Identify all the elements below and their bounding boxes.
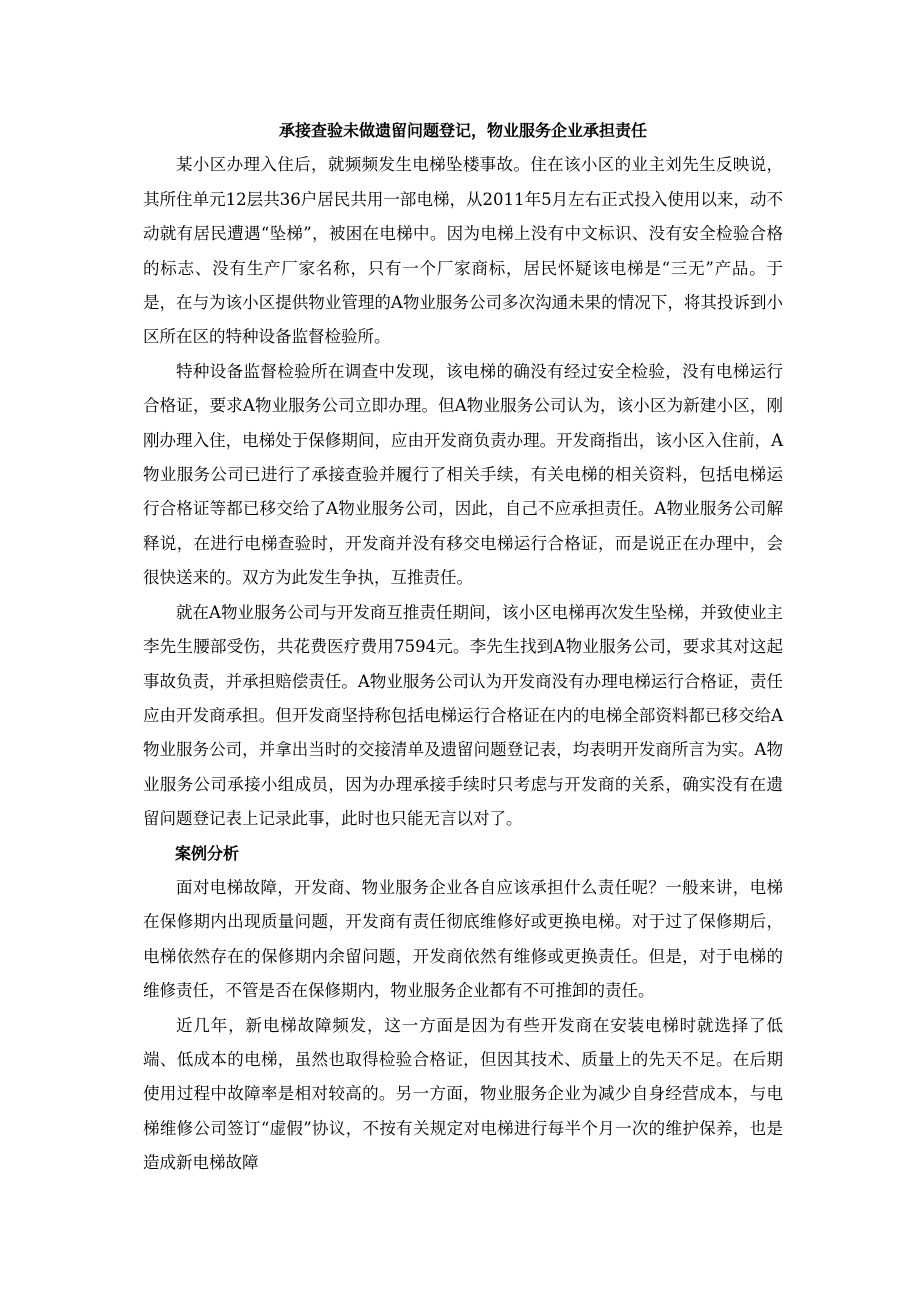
document-body	[143, 114, 783, 1181]
paragraph: 某小区办理入住后，就频频发生电梯坠楼事故。住在该小区的业主刘先生反映说，其所住单元12层共36户居民共用一部电梯，从2011年5月左右正式投入使用以来，动不动就有居民遭遇“坠梯”，被困在电梯中。因为电梯上没有中文标识、没有安全检验合格的标志、没有生产厂家名称，只有一个厂家商标，居民怀疑该电梯是“三无”产品。于是，在与为该小区提供物业管理的A物业服务公司多次沟通未果的情况下，将其投诉到小区所在区的特种设备监督检验所。	[143, 155, 783, 347]
paragraph: 特种设备监督检验所在调查中发现，该电梯的确没有经过安全检验，没有电梯运行合格证，要求A物业服务公司立即办理。但A物业服务公司认为，该小区为新建小区，刚刚办理入住，电梯处于保修期间，应由开发商负责办理。开发商指出，该小区入住前，A物业服务公司已进行了承接查验并履行了相关手续，有关电梯的相关资料，包括电梯运行合格证等都已移交给了A物业服务公司，因此，自己不应承担责任。A物业服务公司解释说，在进行电梯查验时，开发商并没有移交电梯运行合格证，而是说正在办理中，会很快送来的。双方为此发生争执，互推责任。	[143, 361, 783, 588]
document-title: 承接查验未做遗留问题登记，物业服务企业承担责任	[278, 121, 647, 140]
paragraph: 就在A物业服务公司与开发商互推责任期间，该小区电梯再次发生坠梯，并致使业主李先生腰部受伤，共花费医疗费用7594元。李先生找到A物业服务公司，要求其对这起事故负责，并承担赔偿责任。A物业服务公司认为开发商没有办理电梯运行合格证，责任应由开发商承担。但开发商坚持称包括电梯运行合格证在内的电梯全部资料都已移交给A物业服务公司，并拿出当时的交接清单及遗留问题登记表，均表明开发商所言为实。A物业服务公司承接小组成员，因为办理承接手续时只考虑与开发商的关系，确实没有在遗留问题登记表上记录此事，此时也只能无言以对了。	[143, 602, 783, 829]
section-heading-case-analysis: 案例分析	[175, 843, 240, 863]
paragraph: 近几年，新电梯故障频发，这一方面是因为有些开发商在安装电梯时就选择了低端、低成本的电梯，虽然也取得检验合格证，但因其技术、质量上的先天不足。在后期使用过程中故障率是相对较高的。另一方面，物业服务企业为减少自身经营成本，与电梯维修公司签订“虚假”协议，不按有关规定对电梯进行每半个月一次的维护保养，也是造成新电梯故障	[143, 1015, 783, 1173]
paragraph: 面对电梯故障，开发商、物业服务企业各自应该承担什么责任呢？一般来讲，电梯在保修期内出现质量问题，开发商有责任彻底维修好或更换电梯。对于过了保修期后，电梯依然存在的保修期内余留问题，开发商依然有维修或更换责任。但是，对于电梯的维修责任，不管是否在保修期内，物业服务企业都有不可推卸的责任。	[143, 877, 783, 1001]
